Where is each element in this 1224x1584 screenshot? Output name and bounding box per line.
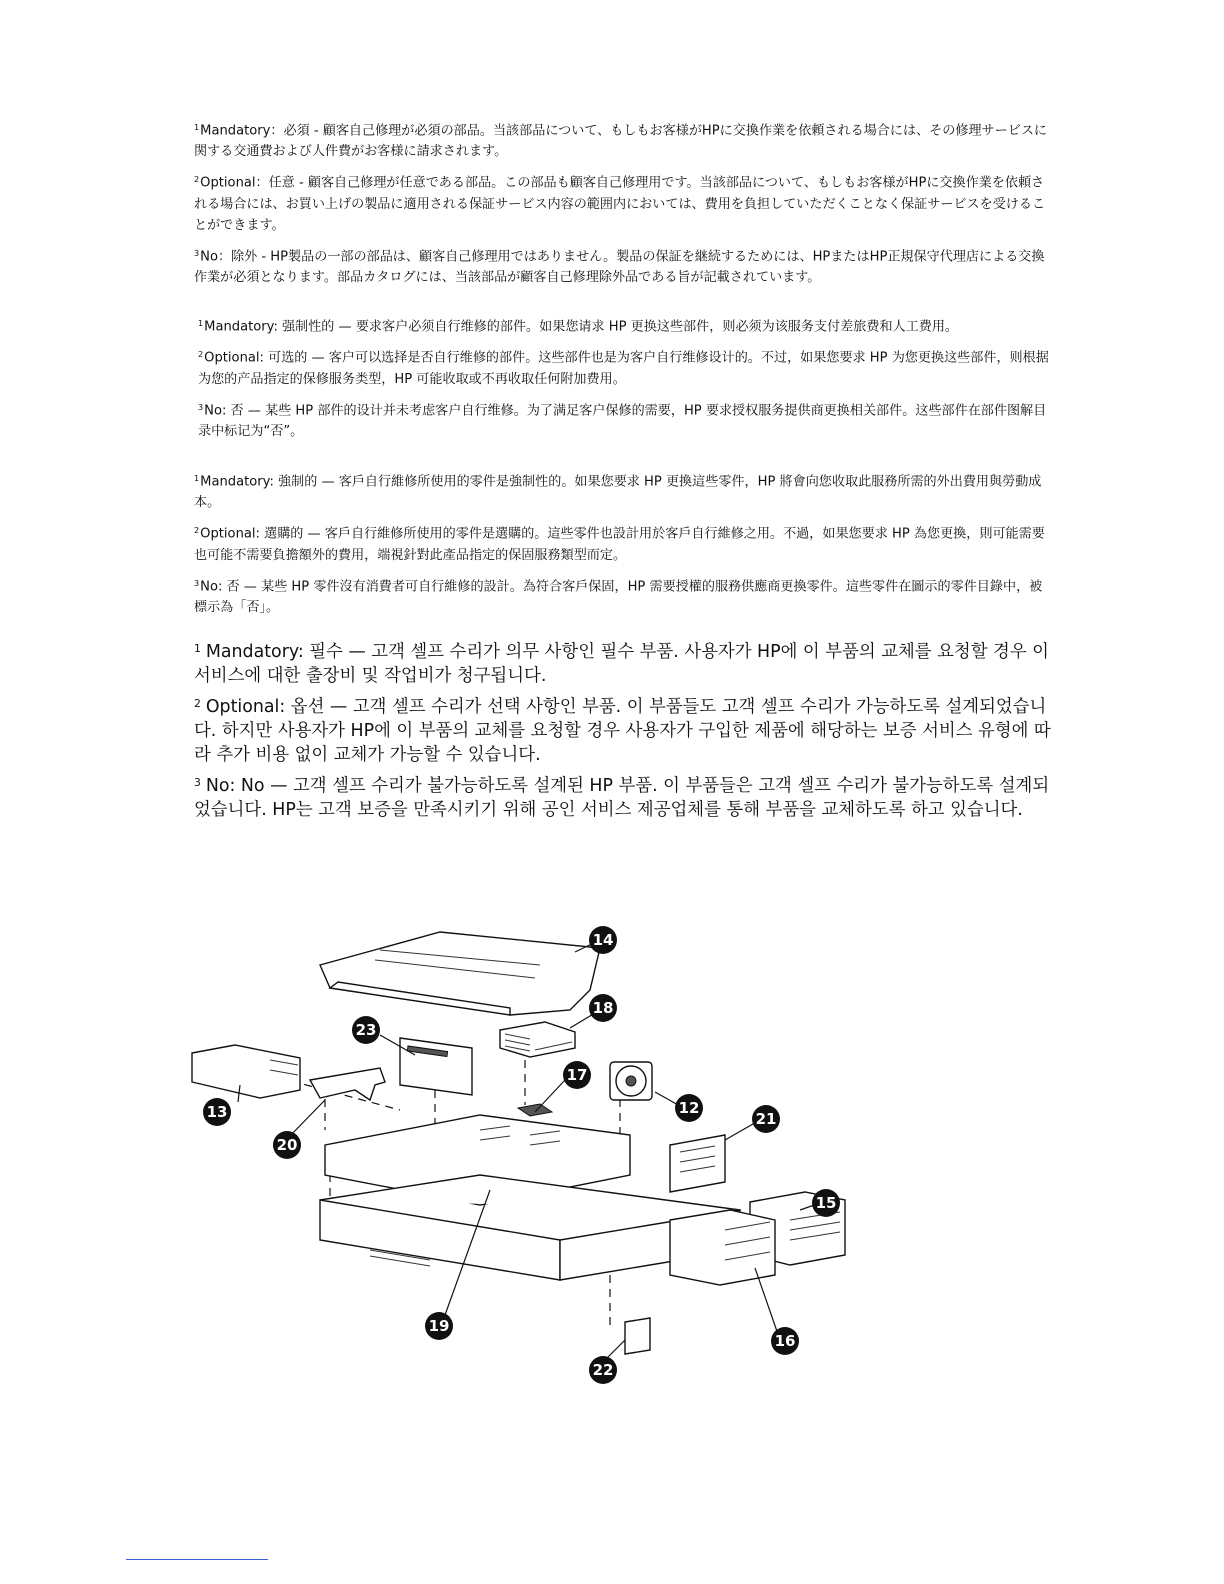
note-optional-ko: $^2$ Optional: 옵션 — 고객 셀프 수리가 선택 사항인 부품. 이 부품들도 고객 셀프 수리가 가능하도록 설계되었습니다. 하지만 사용자가 HP에 이 부품의 교체를 요청할 경우 사용자가 구입한 제품에 해당하는 보증 서비스 유형에 따라 추가 비용 없이 교체가 가능할 수 있습니다. [194, 696, 1051, 765]
note-no-zh-tw: $^3$No: 否 — 某些 HP 零件沒有消費者可自行維修的設計。為符合客戶保固，HP 需要授權的服務供應商更換零件。這些零件在圖示的零件目錄中，被標示為「否」。 [194, 577, 1043, 616]
note-mandatory-ja: $^1$Mandatory：必須 - 顧客自己修理が必須の部品。当該部品について、もしもお客様がHPに交換作業を依頼される場合には、その修理サービスに関する交通費および人件費がお客様に請求されます。 [194, 122, 1048, 160]
part-top-cover [320, 932, 600, 1015]
svg-text:12: 12 [678, 1099, 700, 1117]
note-optional-ja: $^2$Optional：任意 - 顧客自己修理が任意である部品。この部品も顧客自己修理用です。当該部品について、もしもお客様がHPに交換作業を依頼される場合には、お買い上げの製品に適用される保証サービス内容の範囲内においては、費用を負担していただくことなく保証サービスを受けることができます。 [194, 174, 1046, 233]
notes-traditional-chinese [194, 468, 1054, 618]
callout-15 [812, 1189, 840, 1217]
callout-18 [589, 994, 617, 1022]
notes-simplified-chinese [194, 313, 1054, 442]
callout-14 [589, 926, 617, 954]
note-no-ja: $^3$No：除外 - HP製品の一部の部品は、顧客自己修理用ではありません。製品の保証を継続するためには、HPまたはHP正規保守代理店による交換作業が必須となります。部品カタログには、当該部品が顧客自己修理除外品である旨が記載されています。 [194, 247, 1045, 286]
svg-text:16: 16 [774, 1332, 796, 1350]
part-fan [610, 1062, 652, 1100]
part-bracket [310, 1068, 385, 1100]
svg-text:17: 17 [566, 1066, 588, 1084]
callout-21 [752, 1105, 780, 1133]
svg-text:13: 13 [206, 1103, 228, 1121]
notes-japanese [194, 117, 1054, 288]
note-no-ko: $^3$ No: No — 고객 셀프 수리가 불가능하도록 설계된 HP 부품. 이 부품들은 고객 셀프 수리가 불가능하도록 설계되었습니다. HP는 고객 보증을 만족시키기 위해 공인 서비스 제공업체를 통해 부품을 교체하도록 하고 있습니다. [194, 775, 1050, 820]
part-backplane [670, 1135, 725, 1192]
svg-text:23: 23 [355, 1021, 377, 1039]
callout-17 [563, 1061, 591, 1089]
callout-20 [273, 1131, 301, 1159]
svg-text:22: 22 [592, 1361, 614, 1379]
svg-text:15: 15 [815, 1194, 837, 1212]
note-mandatory-ko: $^1$ Mandatory: 필수 — 고객 셀프 수리가 의무 사항인 필수 부품. 사용자가 HP에 이 부품의 교체를 요청할 경우 이 서비스에 대한 출장비 및 작업비가 청구됩니다. [194, 641, 1049, 686]
note-optional-zh-tw: $^2$Optional: 選購的 — 客戶自行維修所使用的零件是選購的。這些零件也設計用於客戶自行維修之用。不過，如果您要求 HP 為您更換，則可能需要也可能不需要負擔額外的費用，端視針對此產品指定的保固服務類型而定。 [194, 525, 1045, 563]
note-mandatory-zh-cn: $^1$Mandatory: 强制性的 — 要求客户必须自行维修的部件。如果您请求 HP 更换这些部件，则必须为该服务支付差旅费和人工费用。 [198, 318, 959, 335]
note-optional-zh-cn: $^2$Optional: 可选的 — 客户可以选择是否自行维修的部件。这些部件也是为客户自行维修设计的。不过，如果您要求 HP 为您更换这些部件，则根据为您的产品指定的保修服务类型，HP 可能收取或不再收取任何附加费用。 [198, 349, 1049, 387]
svg-text:20: 20 [276, 1136, 298, 1154]
callout-13 [203, 1098, 231, 1126]
svg-text:18: 18 [592, 999, 614, 1017]
svg-text:19: 19 [428, 1317, 450, 1335]
footer-rule [126, 1559, 268, 1560]
notes-korean [194, 637, 1064, 822]
svg-text:14: 14 [592, 931, 614, 949]
part-heatsink [500, 1022, 575, 1057]
part-power-supply [192, 1045, 300, 1098]
callout-19 [425, 1312, 453, 1340]
callout-22 [589, 1356, 617, 1384]
callout-12 [675, 1094, 703, 1122]
callout-23 [352, 1016, 380, 1044]
part-expansion-board [400, 1038, 472, 1095]
part-media-bay [670, 1210, 775, 1285]
svg-text:21: 21 [755, 1110, 777, 1128]
part-processor [518, 1104, 552, 1116]
part-card [625, 1318, 650, 1354]
note-mandatory-zh-tw: $^1$Mandatory: 強制的 — 客戶自行維修所使用的零件是強制性的。如果您要求 HP 更換這些零件，HP 將會向您收取此服務所需的外出費用與勞動成本。 [194, 473, 1042, 511]
exploded-parts-diagram [180, 920, 860, 1390]
callout-16 [771, 1327, 799, 1355]
note-no-zh-cn: $^3$No: 否 — 某些 HP 部件的设计并未考虑客户自行维修。为了满足客户保修的需要，HP 要求授权服务提供商更换相关部件。这些部件在部件图解目录中标记为“否”。 [198, 401, 1047, 440]
